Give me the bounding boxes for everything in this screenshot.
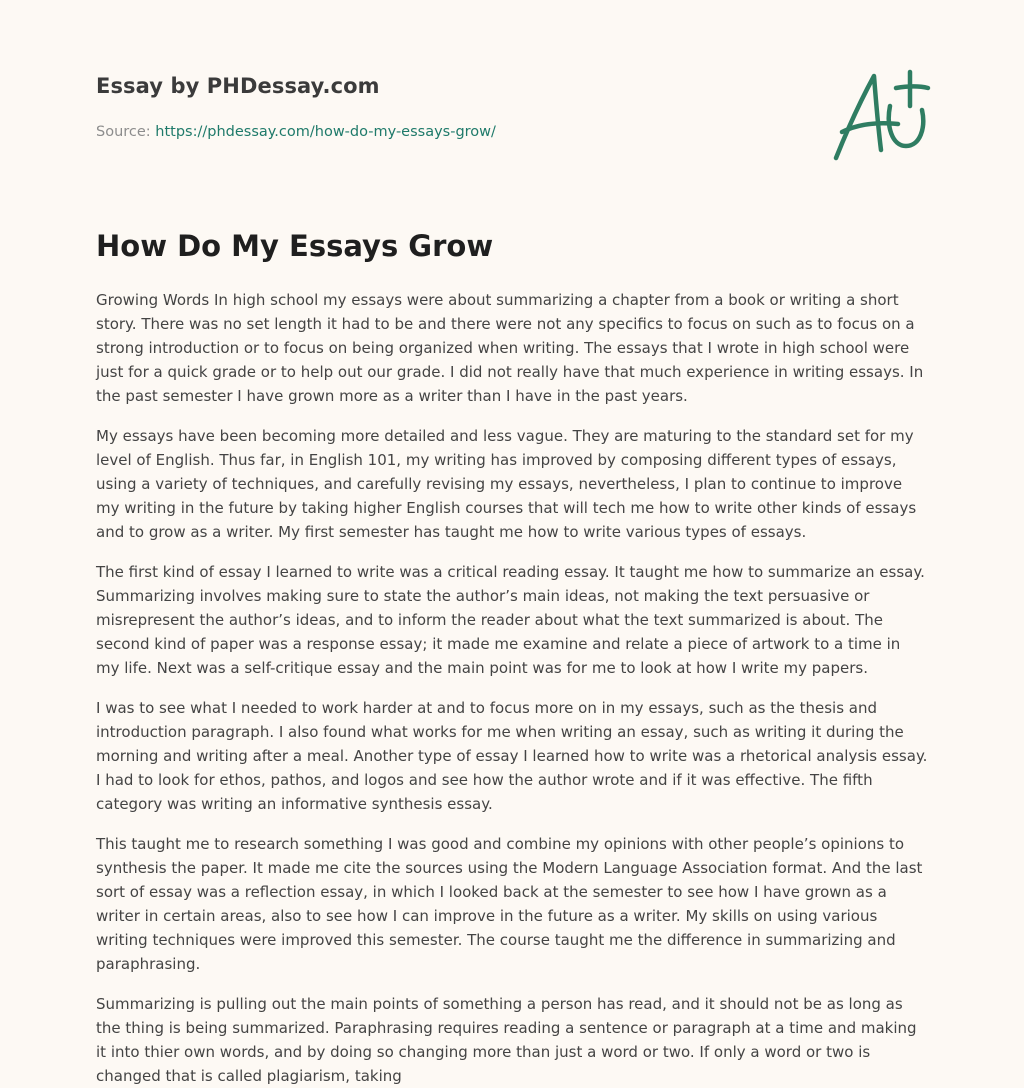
page-header <box>96 0 928 200</box>
essay-paragraph: Growing Words In high school my essays were about summarizing a chapter from a book or writing a short story. There was no set length it had to be and there were not any specifics to focus on such as to focus on a strong introduction or to focus on being organized when writing. The essays that I wrote in high school were just for a quick grade or to help out our grade. I did not really have that much experience in writing essays. In the past semester I have grown more as a writer than I have in the past years. <box>96 291 924 405</box>
source-label: Source: <box>96 124 156 140</box>
essay-paragraph: I was to see what I needed to work harder at and to focus more on in my essays, such as the thesis and introduction paragraph. I also found what works for me when writing an essay, such as writing it during the morning and writing after a meal. Another type of essay I learned how to write was a rhetorical analysis essay. I had to look for ethos, pathos, and logos and see how the author wrote and if it was effective. The fifth category was writing an informative synthesis essay. <box>96 699 928 813</box>
essay-paragraph: My essays have been becoming more detailed and less vague. They are maturing to the standard set for my level of English. Thus far, in English 101, my writing has improved by composing different types of essays, using a variety of techniques, and carefully revising my essays, nevertheless, I plan to continue to improve my writing in the future by taking higher English courses that will tech me how to write other kinds of essays and to grow as a writer. My first semester has taught me how to write various types of essays. <box>96 427 917 541</box>
essay-title: How Do My Essays Grow <box>96 229 494 263</box>
essay-body <box>96 288 928 1088</box>
essay-paragraph: The first kind of essay I learned to write was a critical reading essay. It taught me how to summarize an essay. Summarizing involves making sure to state the author’s main ideas, not making the text persuasive or misrepresent the author’s ideas, and to inform the reader about what the text summarized is about. The second kind of paper was a response essay; it made me examine and relate a piece of artwork to a time in my life. Next was a self-critique essay and the main point was for me to look at how I write my papers. <box>96 563 925 677</box>
source-link[interactable]: https://phdessay.com/how-do-my-essays-grow/ <box>155 124 496 140</box>
essay-paragraph: Summarizing is pulling out the main points of something a person has read, and it should not be as long as the thing is being summarized. Paraphrasing requires reading a sentence or paragraph at a time and making it into thier own words, and by doing so changing more than just a word or two. If only a word or two is changed that is called plagiarism, taking <box>96 995 917 1085</box>
source-line <box>96 124 496 140</box>
essay-paragraph: This taught me to research something I was good and combine my opinions with other people’s opinions to synthesis the paper. It made me cite the sources using the Modern Language Association format. And the last sort of essay was a reflection essay, in which I looked back at the semester to see how I have grown as a writer in certain areas, also to see how I can improve in the future as a writer. My skills on using various writing techniques were improved this semester. The course taught me the difference in summarizing and paraphrasing. <box>96 835 923 973</box>
site-brand: Essay by PHDessay.com <box>96 74 380 98</box>
a-plus-logo-icon <box>828 66 932 164</box>
